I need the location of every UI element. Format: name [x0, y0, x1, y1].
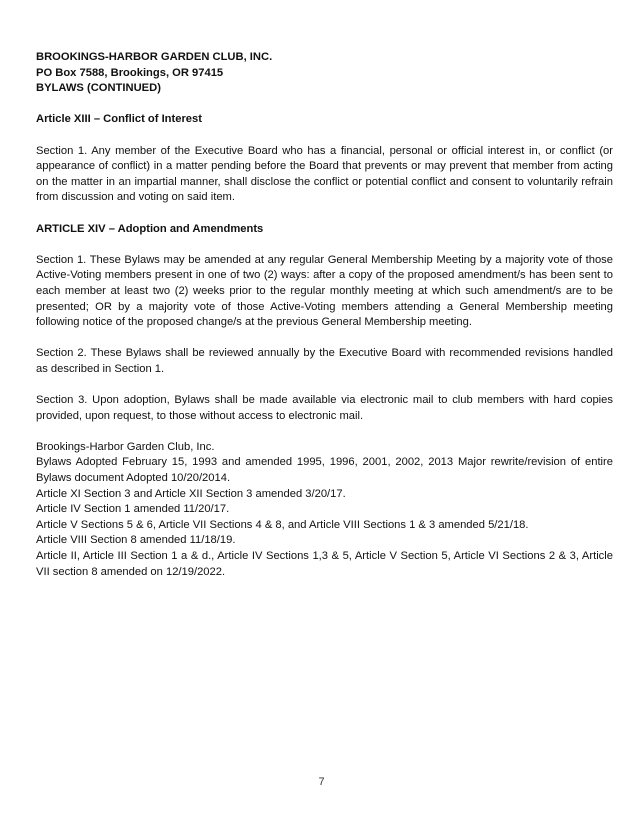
article-xiii-section-1: Section 1. Any member of the Executive Board who has a financial, personal or official interest in, or conflict (or appearance of conflict) in a matter pending before the Board that prevents or may prevent that member from acting on the matter in an impartial manner, shall disclose the conflict or potential conflict and consent to voluntarily refrain from discussion and voting on said item.: [36, 144, 613, 204]
amendment-history: [36, 440, 613, 580]
article-xiv-heading: ARTICLE XIV – Adoption and Amendments: [36, 222, 264, 235]
page-number: 7: [318, 776, 325, 788]
document-page: [36, 50, 613, 580]
article-xiv-section-2: Section 2. These Bylaws shall be reviewed annually by the Executive Board with recommended revisions handled as described in Section 1.: [36, 347, 613, 375]
history-line: Article VIII Section 8 amended 11/18/19.: [36, 534, 236, 547]
document-title: BYLAWS (CONTINUED): [36, 82, 161, 95]
history-line: Article IV Section 1 amended 11/20/17.: [36, 503, 230, 516]
history-line: Bylaws Adopted February 15, 1993 and amended 1995, 1996, 2001, 2002, 2013 Major rewrite/revision of entire Bylaws document Adopted 10/20/2014.: [36, 456, 613, 485]
article-xiii-heading: Article XIII – Conflict of Interest: [36, 113, 202, 126]
article-xiv-section-3: Section 3. Upon adoption, Bylaws shall be made available via electronic mail to club members with hard copies provided, upon request, to those without access to electronic mail.: [36, 394, 613, 422]
org-address: PO Box 7588, Brookings, OR 97415: [36, 66, 224, 79]
history-line: Article XI Section 3 and Article XII Section 3 amended 3/20/17.: [36, 487, 346, 500]
history-line: Brookings-Harbor Garden Club, Inc.: [36, 440, 215, 453]
history-line: Article V Sections 5 & 6, Article VII Sections 4 & 8, and Article VIII Sections 1 & 3 amended 5/21/18.: [36, 518, 529, 531]
org-name: BROOKINGS-HARBOR GARDEN CLUB, INC.: [36, 51, 273, 63]
article-xiv-section-1: Section 1. These Bylaws may be amended at any regular General Membership Meeting by a majority vote of those Active-Voting members present in one of two (2) ways: after a copy of the proposed amendment/s has been sent to each member at least two (2) weeks prior to the regular monthly meeting at which such amendment/s are to be presented; OR by a majority vote of those Active-Voting members attending a General Membership meeting following notice of the proposed change/s at the previous General Membership meeting.: [36, 253, 613, 329]
history-line: Article II, Article III Section 1 a & d., Article IV Sections 1,3 & 5, Article V Section 5, Article VI Sections 2 & 3, Article VII section 8 amended on 12/19/2022.: [36, 550, 613, 578]
